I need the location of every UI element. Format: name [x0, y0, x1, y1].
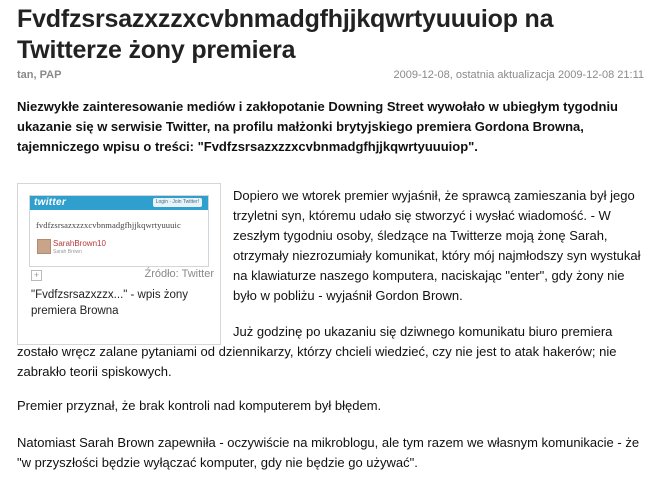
expand-plus-icon[interactable]: +: [31, 270, 42, 281]
article-paragraph: Dopiero we wtorek premier wyjaśnił, że sprawcą zamieszania był jego trzyletni syn, któremu udało się stworzyć i wysłać wiadomość. - W zeszłym tygodniu osoby, śledzące na Twitterze moją żonę Sarah, otrzymały niezrozumiały komunikat, który mój najmłodszy syn wystukał na klawiaturze naszego komputera, naciskając "enter", gdy żony nie było w pobliżu - wyjaśnił Gordon Brown.: [233, 188, 641, 303]
article-dates: 2009-12-08, ostatnia aktualizacja 2009-12-08 21:11: [393, 69, 644, 81]
article-paragraph: Natomiast Sarah Brown zapewniła - oczywiście na mikroblogu, ale tym razem we własnym komunikacie - że "w przyszłości będzie wyłączać komputer, gdy nie będzie go używać".: [17, 435, 640, 470]
twitter-header-bar: [30, 196, 208, 210]
article-paragraph: Już godzinę po ukazaniu się dziwnego komunikatu biuro premiera zostało wręcz zalane pytaniami od dziennikarzy, którzy chcieli wiedzieć, czy nie jest to atak hakerów; nie zabrakło teorii spiskowych.: [17, 324, 617, 379]
twitter-login-link: Login · Join Twitter!: [153, 198, 202, 207]
tweet-text: fvdfzsrsazxzzxcvbnmadgfhjjkqwrtyuuuic: [36, 220, 181, 230]
article-paragraph: Premier przyznał, że brak kontroli nad komputerem był błędem.: [17, 398, 382, 413]
article-title: Fvdfzsrsazxzzxcvbnmadgfhjjkqwrtyuuuiop na Twitterze żony premiera: [17, 5, 554, 64]
tweet-user-subname: Sarah Brown: [53, 249, 82, 255]
avatar: [37, 239, 51, 254]
tweet-user-name: SarahBrown10: [53, 239, 106, 248]
twitter-logo: twitter: [34, 197, 67, 208]
article-lead: Niezwykłe zainteresowanie mediów i zakłopotanie Downing Street wywołało w ubiegłym tygodniu ukazanie się w serwisie Twitter, na profilu małżonki brytyjskiego premiera Gordona Browna, tajemniczego wpisu o treści: "Fvdfzsrsazxzzxcvbnmadgfhjjkqwrtyuuuiop".: [17, 99, 618, 154]
article-figure: [17, 183, 221, 345]
twitter-screenshot-image: [29, 195, 209, 267]
image-caption: "Fvdfzsrsazxzzx..." - wpis żony premiera Browna: [31, 289, 189, 317]
article-byline: tan, PAP: [17, 69, 62, 81]
image-source: Źródło: Twitter: [144, 268, 214, 280]
